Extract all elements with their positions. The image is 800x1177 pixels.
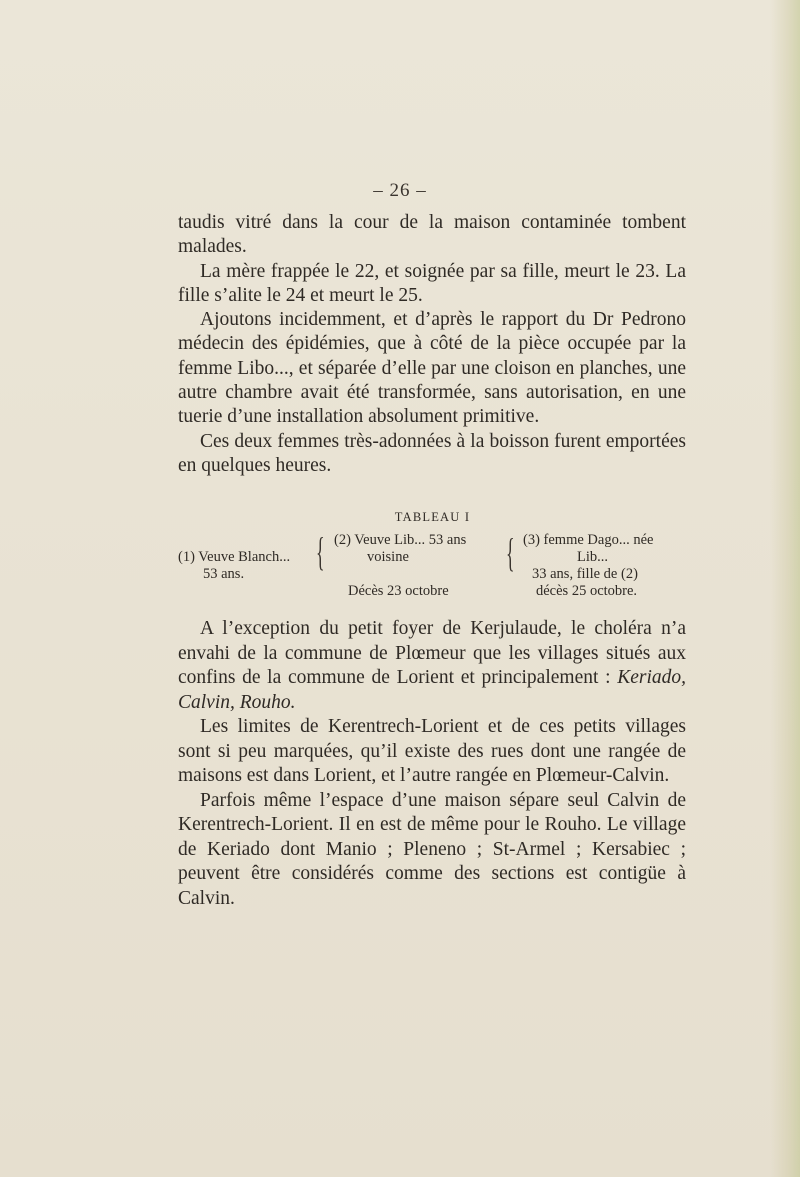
paragraph: La mère frappée le 22, et soignée par sa fille, meurt le 23. La fille s’alite le 24 et meurt le 25. (178, 260, 686, 306)
table-col3-line1: (3) femme Dago... née (523, 532, 654, 548)
text-block-bottom (178, 617, 686, 911)
paragraph: Ces deux femmes très-adonnées à la boisson furent emportées en quelques heures. (178, 430, 686, 476)
brace-left: { (316, 529, 325, 574)
table-col2-line2: voisine (367, 549, 409, 565)
paragraph: Ajoutons incidemment, et d’après le rapport du Dr Pedrono médecin des épidémies, que à côté de la pièce occupée par la femme Libo..., et séparée d’elle par une cloison en planches, une autre chambre avait été transformée, sans autorisation, en une tuerie d’une installation absolument primitive. (178, 309, 686, 428)
table-col1-line2: 53 ans. (203, 566, 245, 582)
page-edge (770, 0, 800, 1177)
table-col3-line2: Lib... (577, 549, 609, 565)
table-col3-line3: 33 ans, fille de (2) (532, 566, 638, 582)
text-block-top (178, 211, 686, 478)
table-col2-line3: Décès 23 octobre (348, 583, 449, 599)
paragraph (178, 617, 686, 715)
table-col1-line1: (1) Veuve Blanch... (178, 549, 291, 565)
table-title: TABLEAU I (394, 510, 471, 524)
page-number: – 26 – (373, 180, 427, 201)
table-col3-line4: décès 25 octobre. (536, 583, 638, 599)
paragraph: Parfois même l’espace d’une maison sépare seul Calvin de Kerentrech-Lorient. Il en est de même pour le Rouho. Le village de Keriado dont Manio ; Pleneno ; St-Armel ; Kersabiec ; peuvent être considérés comme des sections est contigüe à Calvin. (178, 789, 686, 909)
paragraph: Les limites de Kerentrech-Lorient et de ces petits villages sont si peu marquées, qu’il existe des rues dont une rangée de maisons est dans Lorient, et l’autre rangée en Plœmeur-Calvin. (178, 716, 686, 786)
paragraph-italic: Keriado, Calvin, Rouho. (178, 667, 686, 713)
brace-right: { (506, 530, 515, 575)
table-col2-line1: (2) Veuve Lib... 53 ans (334, 532, 467, 548)
paragraph-text: A l’exception du petit foyer de Kerjulaude, le choléra n’a envahi de la commune de Plœmeur que les villages situés aux confins de la commune de Lorient et principalement : (178, 618, 686, 688)
paragraph: taudis vitré dans la cour de la maison contaminée tombent malades. (178, 212, 686, 258)
